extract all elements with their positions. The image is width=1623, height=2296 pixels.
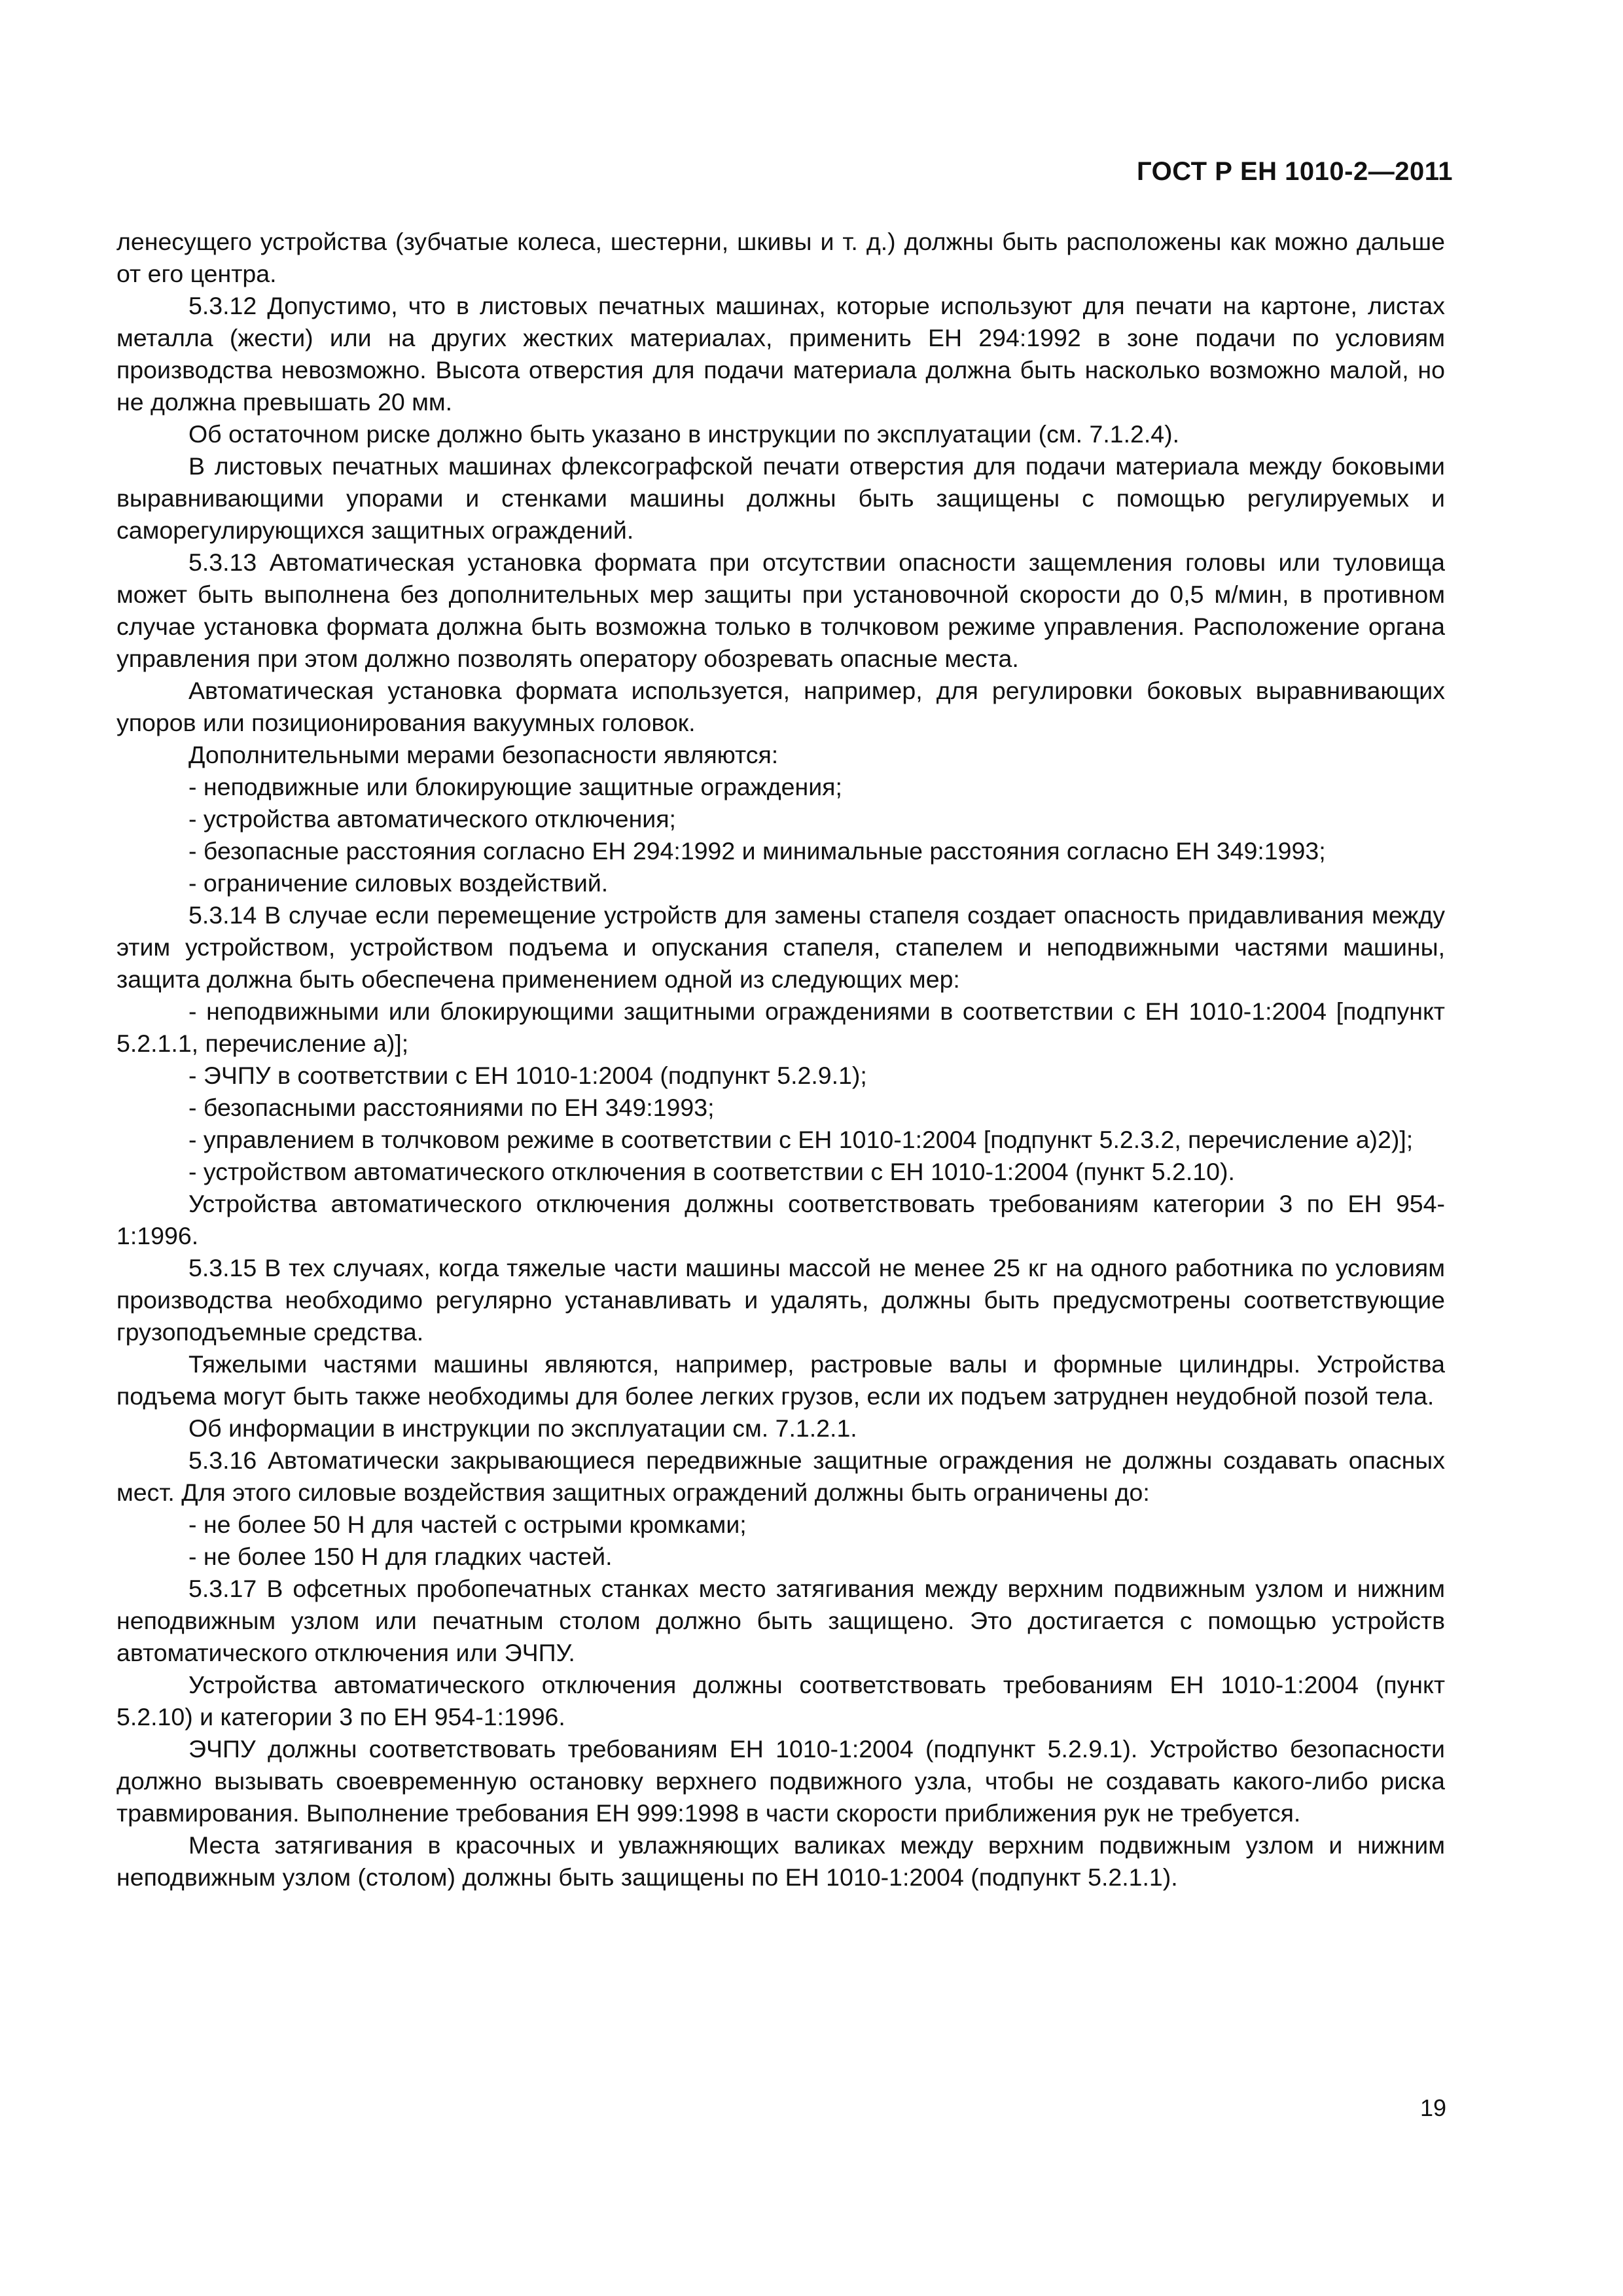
list-item: - управлением в толчковом режиме в соответствии с ЕН 1010-1:2004 [подпункт 5.2.3.2, перечисление а)2)]; [188,1126,1414,1153]
paragraph: 5.3.12 Допустимо, что в листовых печатных машинах, которые используют для печати на картоне, листах металла (жести) или на других жестких материалах, применить ЕН 294:1992 в зоне подачи по условиям производства невозможно. Высота отверстия для подачи материала должна быть насколько возможно малой, но не должна превышать 20 мм. [116,292,1445,416]
paragraph: Места затягивания в красочных и увлажняющих валиках между верхним подвижным узлом и нижним неподвижным узлом (столом) должны быть защищены по ЕН 1010-1:2004 (подпункт 5.2.1.1). [116,1831,1445,1891]
paragraph: В листовых печатных машинах флексографской печати отверстия для подачи материала между боковыми выравнивающими упорами и стенками машины должны быть защищены с помощью регулируемых и саморегулирующихся защитных ограждений. [116,452,1445,544]
paragraph: Об остаточном риске должно быть указано в инструкции по эксплуатации (см. 7.1.2.4). [188,420,1180,448]
page-number: 19 [1419,2094,1446,2121]
paragraph: 5.3.17 В офсетных пробопечатных станках место затягивания между верхним подвижным узлом и нижним неподвижным узлом или печатным столом должно быть защищено. Это достигается с помощью устройств автоматического отключения или ЭЧПУ. [116,1575,1445,1666]
paragraph: Дополнительными мерами безопасности являются: [188,741,779,768]
paragraph: 5.3.13 Автоматическая установка формата при отсутствии опасности защемления головы или туловища может быть выполнена без дополнительных мер защиты при установочной скорости до 0,5 м/мин, в противном случае установка формата должна быть возможна только в толчковом режиме управления. Расположение органа управления при этом должно позволять оператору обозревать опасные места. [116,548,1445,672]
paragraph: Тяжелыми частями машины являются, например, растровые валы и формные цилиндры. Устройства подъема могут быть также необходимы для более легких грузов, если их подъем затруднен неудобной позой тела. [116,1350,1445,1410]
paragraph: Автоматическая установка формата используется, например, для регулировки боковых выравнивающих упоров или позиционирования вакуумных головок. [116,677,1445,736]
list-item: - не более 150 Н для гладких частей. [188,1543,613,1570]
paragraph: ленесущего устройства (зубчатые колеса, шестерни, шкивы и т. д.) должны быть расположены как можно дальше от его центра. [116,228,1445,287]
paragraph: Устройства автоматического отключения должны соответствовать требованиям ЕН 1010-1:2004 (пункт 5.2.10) и категории 3 по ЕН 954-1:1996. [116,1671,1445,1731]
list-item: - ЭЧПУ в соответствии с ЕН 1010-1:2004 (подпункт 5.2.9.1); [188,1062,867,1089]
paragraph: 5.3.15 В тех случаях, когда тяжелые части машины массой не менее 25 кг на одного работника по условиям производства необходимо регулярно устанавливать и удалять, должны быть предусмотрены соответствующие грузоподъемные средства. [116,1254,1445,1346]
paragraph: Устройства автоматического отключения должны соответствовать требованиям категории 3 по ЕН 954-1:1996. [116,1190,1445,1249]
paragraph: 5.3.14 В случае если перемещение устройств для замены стапеля создает опасность придавливания между этим устройством, устройством подъема и опускания стапеля, стапелем и неподвижными частями машины, защита должна быть обеспечена применением одной из следующих мер: [116,901,1445,993]
list-item: - безопасными расстояниями по ЕН 349:1993; [188,1094,715,1121]
paragraph: Об информации в инструкции по эксплуатации см. 7.1.2.1. [188,1414,857,1442]
document-header: ГОСТ Р ЕН 1010-2—2011 [1137,157,1453,186]
list-item: - неподвижными или блокирующими защитными ограждениями в соответствии с ЕН 1010-1:2004 [подпункт 5.2.1.1, перечисление а)]; [116,997,1445,1057]
paragraph: ЭЧПУ должны соответствовать требованиям ЕН 1010-1:2004 (подпункт 5.2.9.1). Устройство безопасности должно вызывать своевременную остановку верхнего подвижного узла, чтобы не создавать какого-либо риска травмирования. Выполнение требования ЕН 999:1998 в части скорости приближения рук не требуется. [116,1735,1445,1827]
list-item: - неподвижные или блокирующие защитные ограждения; [188,773,842,800]
document-body [116,226,1445,1893]
list-item: - не более 50 Н для частей с острыми кромками; [188,1511,747,1538]
list-item: - безопасные расстояния согласно ЕН 294:1992 и минимальные расстояния согласно ЕН 349:1993; [188,837,1326,865]
list-item: - устройством автоматического отключения в соответствии с ЕН 1010-1:2004 (пункт 5.2.10). [188,1158,1235,1185]
paragraph: 5.3.16 Автоматически закрывающиеся передвижные защитные ограждения не должны создавать опасных мест. Для этого силовые воздействия защитных ограждений должны быть ограничены до: [116,1446,1445,1506]
list-item: - устройства автоматического отключения; [188,805,676,833]
list-item: - ограничение силовых воздействий. [188,869,609,897]
